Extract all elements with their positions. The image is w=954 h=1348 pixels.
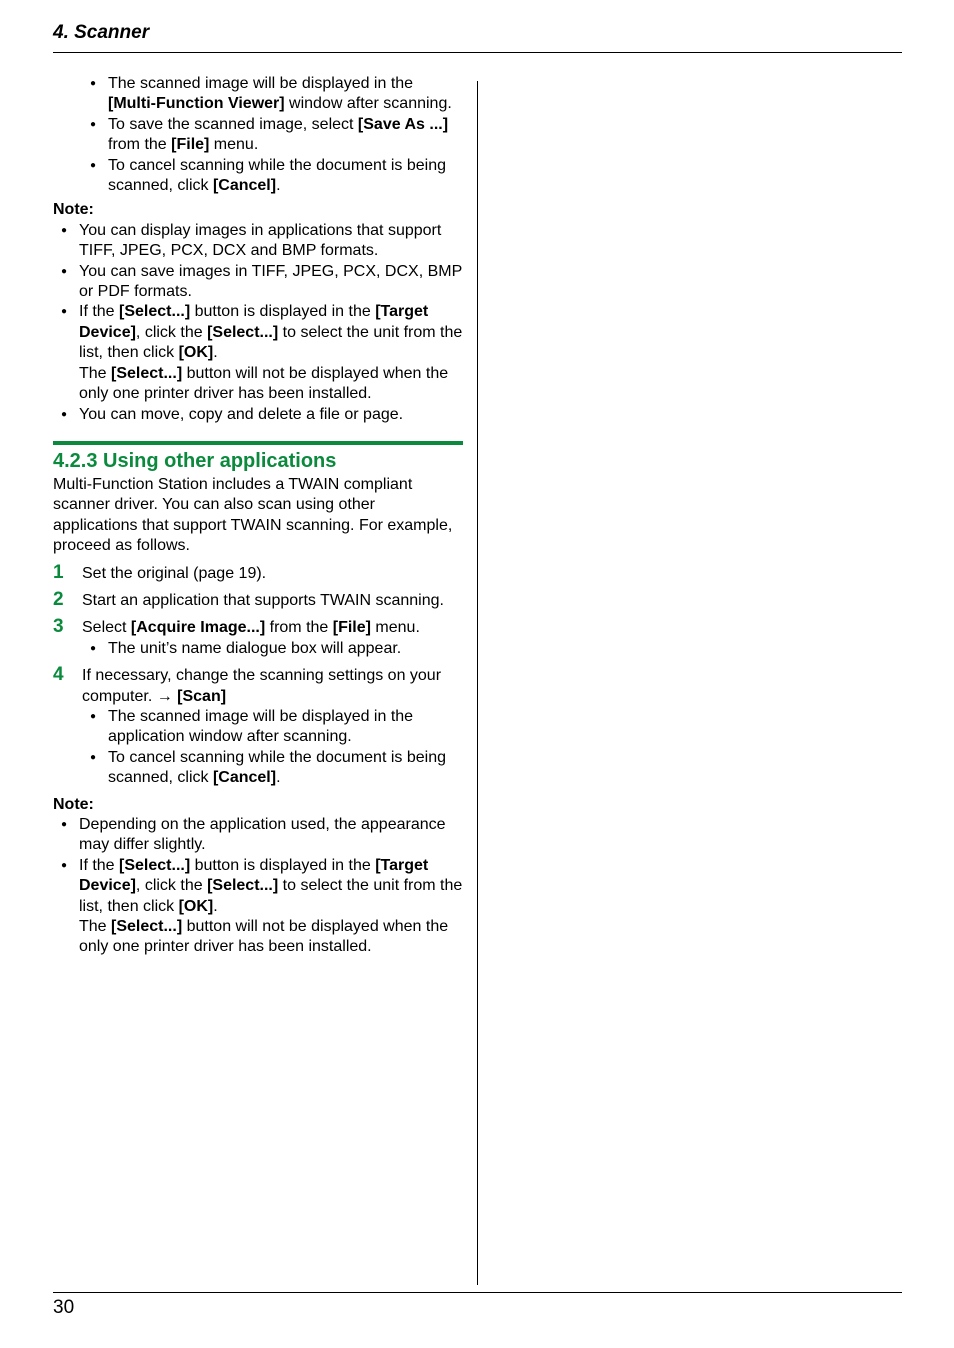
step-2	[53, 588, 463, 611]
step-number: 2	[53, 588, 64, 610]
footer-divider	[53, 1292, 902, 1293]
note-label: Note:	[53, 795, 94, 813]
list-item: ● To save the scanned image, select [Save As ...] from the [File] menu.	[53, 115, 463, 156]
step-number: 1	[53, 561, 64, 583]
file-menu-label: [File]	[171, 136, 210, 154]
list-item: ● To cancel scanning while the document is being scanned, click [Cancel].	[53, 156, 463, 197]
note-item: ● You can save images in TIFF, JPEG, PCX, DCX, BMP or PDF formats.	[53, 262, 463, 303]
note-label: Note:	[53, 201, 94, 219]
note-item: ● If the [Select...] button is displayed in the [Target Device], click the [Select...] to select the unit from the list, then click [OK]. The [Select...] button will not be displayed when the only one printer driver has been installed.	[53, 302, 463, 404]
note-item: ● You can move, copy and delete a file or page.	[53, 405, 463, 425]
step-sub-item: ● The scanned image will be displayed in the application window after scanning.	[53, 707, 463, 748]
note-item: ● Depending on the application used, the appearance may differ slightly.	[53, 815, 463, 856]
note-item: ● If the [Select...] button is displayed in the [Target Device], click the [Select...] to select the unit from the list, then click [OK]. The [Select...] button will not be displayed when the only one printer driver has been installed.	[53, 856, 463, 958]
multi-function-viewer-label: [Multi-Function Viewer]	[108, 95, 285, 113]
step-text: If necessary, change the scanning settings on your computer. → [Scan]	[82, 667, 442, 705]
step-number: 4	[53, 664, 64, 686]
step-4	[53, 666, 463, 707]
section-title: 4.2.3 Using other applications	[53, 449, 337, 472]
cancel-label: [Cancel]	[212, 177, 277, 195]
step-text: Start an application that supports TWAIN scanning.	[82, 591, 444, 609]
page-number: 30	[53, 1297, 75, 1318]
step-sub-item: ● The unit’s name dialogue box will appear.	[53, 639, 463, 659]
step-3	[53, 618, 463, 638]
save-as-label: [Save As ...]	[357, 115, 449, 133]
arrow-right-icon: →	[156, 687, 173, 705]
list-item: ● The scanned image will be displayed in the [Multi-Function Viewer] window after scanning.	[53, 74, 463, 115]
section-rule	[53, 441, 463, 445]
step-number: 3	[53, 616, 64, 638]
step-text: Set the original (page 19).	[82, 564, 267, 582]
section-intro: Multi-Function Station includes a TWAIN compliant scanner driver. You can also scan using other applications that support TWAIN scanning. For example, proceed as follows.	[53, 475, 453, 555]
note-item: ● You can display images in applications that support TIFF, JPEG, PCX, DCX and BMP formats.	[53, 221, 463, 262]
step-text: Select [Acquire Image...] from the [File] menu.	[82, 619, 420, 637]
step-1	[53, 561, 463, 584]
section-header: 4. Scanner	[53, 22, 150, 43]
step-sub-item: ● To cancel scanning while the document is being scanned, click [Cancel].	[53, 748, 463, 789]
column-divider	[477, 81, 478, 1285]
header-divider	[53, 52, 902, 53]
left-column	[53, 74, 463, 958]
